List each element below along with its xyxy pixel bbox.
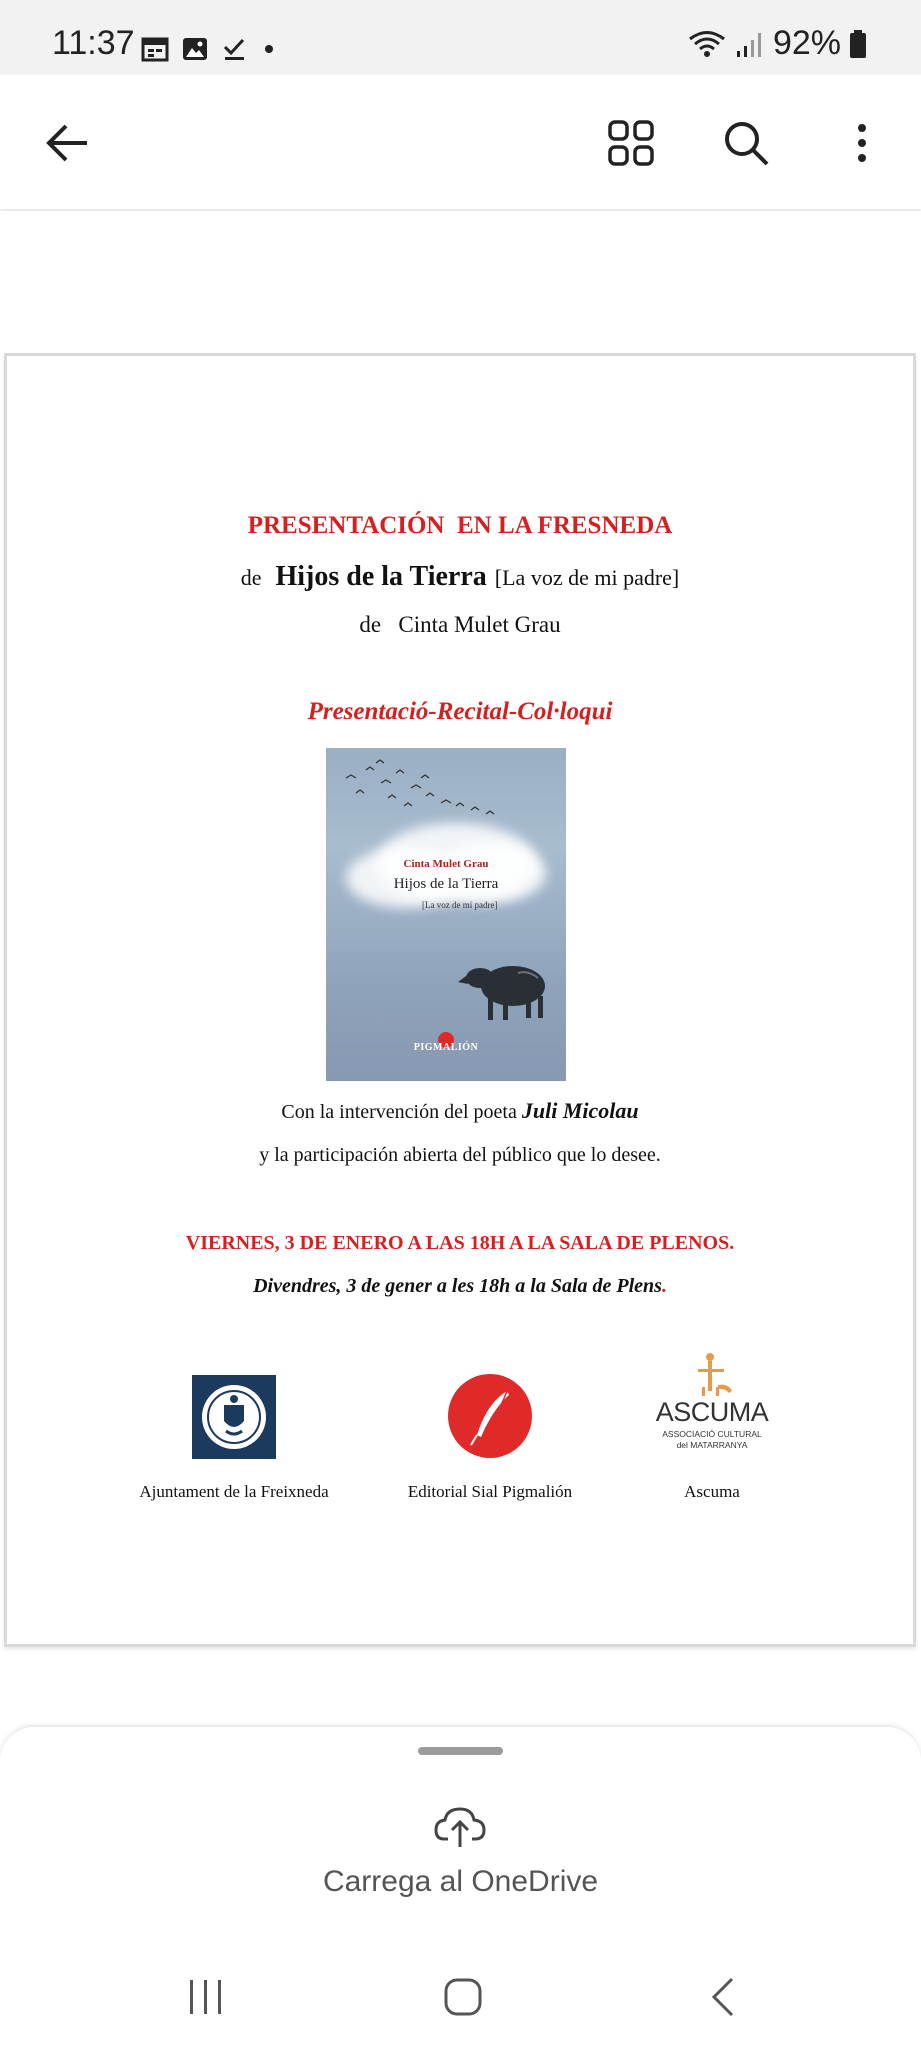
calendar-icon: [141, 36, 169, 62]
signal-icon: [735, 29, 765, 59]
logo-label-pigmalion: Editorial Sial Pigmalión: [407, 1482, 573, 1501]
cloud-upload-icon: [434, 1805, 486, 1849]
back-button[interactable]: [37, 113, 97, 173]
more-vert-icon: [856, 123, 868, 163]
top-app-bar: [0, 75, 921, 209]
ascuma-subtitle-2: del MATARRANYA: [676, 1440, 748, 1450]
image-icon: [181, 36, 209, 62]
pigmalion-logo: [447, 1373, 533, 1459]
birds-illustration: [326, 748, 566, 838]
book-title: Hijos de la Tierra: [275, 561, 487, 592]
ascuma-logo: [652, 1351, 772, 1461]
notification-icons: [141, 36, 277, 62]
check-icon: [221, 36, 249, 62]
page-title: PRESENTACIÓN EN LA FRESNEDA: [247, 512, 673, 539]
home-button[interactable]: [433, 1972, 493, 2022]
cover-publisher: PIGMALIÓN: [413, 1042, 479, 1053]
battery-icon: [849, 29, 867, 59]
upload-label: Carrega al OneDrive: [322, 1865, 599, 1898]
cover-author: Cinta Mulet Grau: [403, 858, 489, 870]
participation-line: y la participación abierta del público que lo desee.: [259, 1144, 661, 1166]
event-type: Presentació-Recital-Col·loqui: [307, 698, 613, 725]
upload-onedrive-button[interactable]: [300, 1805, 621, 1925]
book-line: [7, 561, 913, 593]
more-options-button[interactable]: [832, 113, 892, 173]
back-arrow-icon: [45, 123, 89, 163]
coat-of-arms-icon: [192, 1375, 276, 1459]
logo-label-freixneda: Ajuntament de la Freixneda: [139, 1482, 329, 1501]
grid-icon: [608, 120, 654, 166]
recent-apps-icon: [186, 1978, 226, 2016]
freixneda-logo: [192, 1375, 276, 1459]
date-catalan-line: [7, 1275, 913, 1298]
back-icon: [708, 1976, 738, 2018]
date-catalan-period: .: [661, 1275, 667, 1297]
home-icon: [443, 1977, 483, 2017]
poet-name: Juli Micolau: [521, 1098, 639, 1123]
date-catalan: Divendres, 3 de gener a les 18h a la Sala de Plens: [253, 1275, 662, 1297]
ascuma-wordmark: ASCUMA: [655, 1397, 769, 1427]
status-time: 11:37: [52, 24, 135, 62]
sheet-drag-handle[interactable]: [418, 1747, 503, 1755]
cover-title: Hijos de la Tierra: [393, 876, 499, 892]
bottom-sheet: [0, 1727, 921, 1942]
ascuma-figure-icon: [652, 1351, 772, 1397]
system-nav-bar: [0, 1942, 921, 2048]
ascuma-subtitle-1: ASSOCIACIÓ CULTURAL: [662, 1429, 762, 1439]
status-right: [687, 24, 867, 63]
cover-subtitle: [La voz de mi padre]: [422, 900, 498, 910]
intervention-text: Con la intervención del poeta: [281, 1101, 517, 1123]
date-spanish: VIERNES, 3 DE ENERO A LAS 18H A LA SALA DE PLENOS.: [185, 1232, 735, 1254]
status-bar: [0, 0, 921, 75]
author-prefix: de: [359, 612, 382, 637]
search-icon: [722, 119, 770, 167]
recent-apps-button[interactable]: [176, 1972, 236, 2022]
logo-label-ascuma: Ascuma: [684, 1482, 740, 1501]
grid-view-button[interactable]: [601, 113, 661, 173]
wifi-icon: [687, 29, 727, 59]
battery-percent: 92%: [772, 24, 841, 62]
boar-illustration: [458, 948, 558, 1028]
author-line: [7, 612, 921, 638]
book-subtitle: [La voz de mi padre]: [494, 565, 680, 590]
book-prefix: de: [240, 565, 262, 590]
search-button[interactable]: [716, 113, 776, 173]
dot-icon: [261, 36, 277, 62]
document-page: [4, 353, 916, 1647]
author-name: Cinta Mulet Grau: [398, 612, 561, 637]
quill-icon: [447, 1373, 533, 1459]
system-back-button[interactable]: [693, 1972, 753, 2022]
book-cover-image: [326, 748, 566, 1081]
intervention-line: [7, 1098, 913, 1124]
